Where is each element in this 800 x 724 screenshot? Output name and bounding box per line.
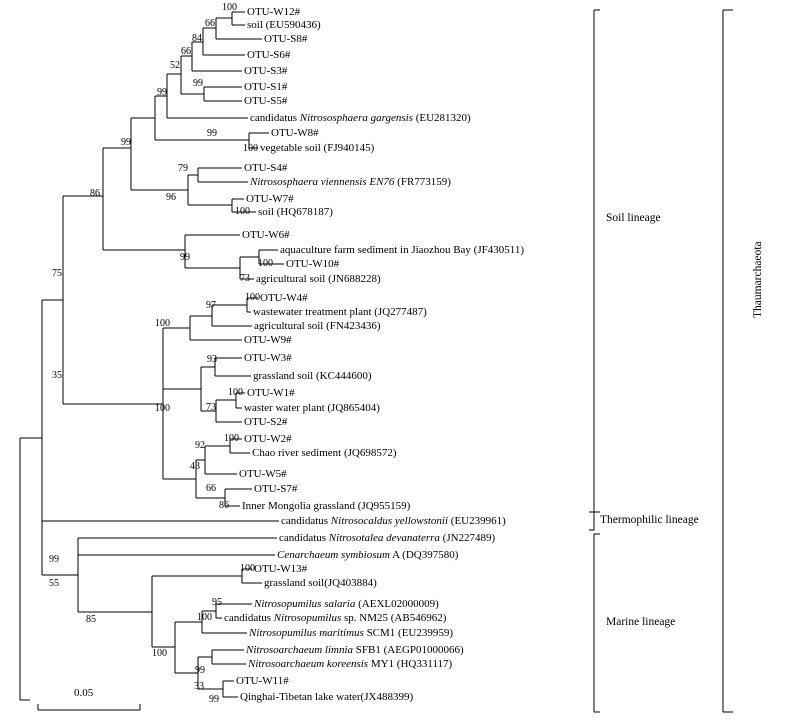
bootstrap-value: 95 (212, 597, 222, 608)
bootstrap-value: 100 (222, 2, 237, 13)
bootstrap-value: 100 (245, 292, 260, 303)
taxon-label: OTU-S4# (244, 162, 288, 174)
taxon-label: wastewater treatment plant (JQ277487) (253, 306, 427, 318)
taxon-label: aquaculture farm sediment in Jiaozhou Bay (JF430511) (280, 244, 524, 256)
bootstrap-value: 66 (206, 483, 216, 494)
bootstrap-value: 92 (195, 440, 205, 451)
bootstrap-value: 100 (224, 433, 239, 444)
taxon-label: OTU-S8# (264, 33, 308, 45)
taxon-label: OTU-S5# (244, 95, 288, 107)
taxon-accession: sp. NM25 (AB546962) (341, 612, 447, 624)
group-label-marine-lineage: Marine lineage (606, 616, 676, 628)
taxon-species: Nitrosopumilus maritimus (249, 627, 364, 639)
bootstrap-value: 99 (157, 87, 167, 98)
taxon-accession: (JN227489) (439, 532, 496, 544)
taxon-label (250, 176, 451, 188)
taxon-accession: (EU239961) (448, 515, 506, 527)
taxon-label: OTU-W10# (286, 258, 340, 270)
bootstrap-value: 99 (49, 554, 59, 565)
taxon-label: OTU-W9# (244, 334, 292, 346)
taxon-accession: A (DQ397580) (389, 549, 459, 561)
bootstrap-value: 100 (243, 143, 258, 154)
bootstrap-value: 79 (178, 163, 188, 174)
bootstrap-value: 52 (170, 60, 180, 71)
taxon-label (281, 515, 506, 527)
taxon-label: agricultural soil (JN688228) (256, 273, 381, 285)
bootstrap-value: 73 (206, 402, 216, 413)
taxon-label: Inner Mongolia grassland (JQ955159) (242, 500, 411, 512)
bootstrap-value: 75 (52, 268, 62, 279)
taxon-accession: SCM1 (EU239959) (363, 627, 454, 639)
bootstrap-value: 100 (228, 387, 243, 398)
bootstrap-value: 86 (219, 500, 229, 511)
bootstrap-value: 84 (192, 33, 202, 44)
bootstrap-value: 99 (209, 694, 219, 705)
bootstrap-value: 86 (90, 188, 100, 199)
taxon-label (254, 598, 439, 610)
taxon-label: OTU-W4# (260, 292, 308, 304)
taxon-label: OTU-S1# (244, 81, 288, 93)
taxon-label: OTU-S6# (247, 49, 291, 61)
bootstrap-value: 99 (180, 252, 190, 263)
taxon-label: vegetable soil (FJ940145) (260, 142, 375, 154)
taxon-label: soil (HQ678187) (258, 206, 333, 218)
bootstrap-value: 55 (49, 578, 59, 589)
taxon-label (250, 112, 471, 124)
group-label-soil-lineage: Soil lineage (606, 212, 661, 224)
taxon-label: OTU-W7# (246, 193, 294, 205)
bootstrap-value: 35 (52, 370, 62, 381)
bootstrap-value: 96 (166, 192, 176, 203)
bootstrap-value: 99 (195, 665, 205, 676)
taxon-prefix: candidatus (281, 515, 331, 527)
taxon-label (279, 532, 495, 544)
taxon-species: Nitrosopumilus salaria (254, 598, 356, 610)
group-label-thermophilic-lineage: Thermophilic lineage (600, 514, 699, 526)
bootstrap-value: 100 (152, 648, 167, 659)
taxon-label: OTU-W1# (247, 387, 295, 399)
taxon-label (246, 644, 464, 656)
taxon-species: Nitrososphaera gargensis (299, 112, 413, 124)
bootstrap-value: 99 (193, 78, 203, 89)
bootstrap-value: 100 (235, 206, 250, 217)
taxon-label: soil (EU590436) (247, 19, 321, 31)
taxon-label: agricultural soil (FN423436) (254, 320, 381, 332)
taxon-label: OTU-W8# (271, 127, 319, 139)
taxon-prefix: candidatus (279, 532, 329, 544)
taxon-prefix: candidatus (250, 112, 300, 124)
taxon-label: grassland soil (KC444600) (253, 370, 372, 382)
bootstrap-value: 33 (194, 681, 204, 692)
bootstrap-value: 99 (121, 137, 131, 148)
taxon-prefix: candidatus (224, 612, 274, 624)
taxon-label: OTU-W13# (254, 563, 308, 575)
taxon-label: OTU-S2# (244, 416, 288, 428)
taxon-accession: MY1 (HQ331117) (368, 658, 453, 670)
taxon-label: OTU-W12# (247, 6, 301, 18)
taxon-label: Chao river sediment (JQ698572) (252, 447, 397, 459)
taxon-species: Nitrosopumilus (273, 612, 342, 624)
taxon-species: Cenarchaeum symbiosum (277, 549, 390, 561)
taxon-species: Nitrosocaldus yellowstonii (330, 515, 449, 527)
taxon-species: Nitrosoarchaeum koreensis (248, 658, 369, 670)
clade-label-thaumarchaeota: Thaumarchaeota (752, 241, 764, 318)
taxon-label: OTU-W11# (236, 675, 289, 687)
bootstrap-value: 66 (181, 46, 191, 57)
taxon-label: grassland soil(JQ403884) (264, 577, 377, 589)
bootstrap-value: 43 (190, 461, 200, 472)
taxon-label: OTU-W3# (244, 352, 292, 364)
taxon-label (224, 612, 446, 624)
taxon-label: OTU-W2# (244, 433, 292, 445)
taxon-accession: (EU281320) (412, 112, 471, 124)
taxon-species: Nitrosoarchaeum limnia (246, 644, 354, 656)
taxon-label: Qinghai-Tibetan lake water(JX488399) (240, 691, 414, 703)
taxon-species: Nitrososphaera viennensis EN76 (250, 176, 395, 188)
bootstrap-value: 85 (86, 614, 96, 625)
bootstrap-value: 100 (197, 612, 212, 623)
taxon-label (248, 658, 452, 670)
bootstrap-value: 99 (207, 128, 217, 139)
bootstrap-value: 66 (205, 18, 215, 29)
taxon-accession: SFB1 (AEGP01000066) (353, 644, 464, 656)
taxon-accession: (FR773159) (394, 176, 451, 188)
bootstrap-value: 100 (240, 563, 255, 574)
bootstrap-value: 100 (155, 318, 170, 329)
taxon-label: OTU-S7# (254, 483, 298, 495)
taxon-label (249, 627, 453, 639)
bootstrap-value: 97 (206, 300, 216, 311)
bootstrap-value: 93 (207, 354, 217, 365)
taxon-label: OTU-W5# (239, 468, 287, 480)
taxon-species: Nitrosotalea devanaterra (328, 532, 440, 544)
taxon-label: OTU-S3# (244, 65, 288, 77)
taxon-label: OTU-W6# (242, 229, 290, 241)
taxon-label: waster water plant (JQ865404) (244, 402, 380, 414)
bootstrap-value: 100 (155, 403, 170, 414)
taxon-accession: (AEXL02000009) (355, 598, 439, 610)
bootstrap-value: 100 (258, 258, 273, 269)
taxon-label (277, 549, 458, 561)
bootstrap-value: 73 (240, 273, 250, 284)
scale-bar-label: 0.05 (74, 687, 94, 699)
